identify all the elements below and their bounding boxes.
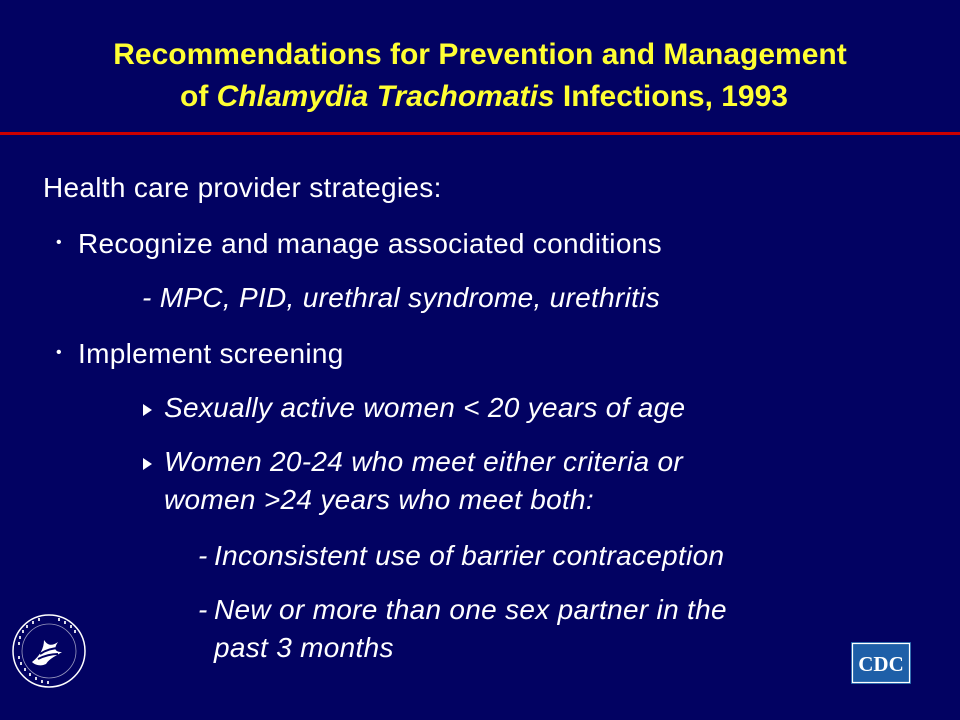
dash-mark: - bbox=[198, 540, 208, 571]
bullet-item-1-sub: - MPC, PID, urethral syndrome, urethritis bbox=[142, 282, 660, 313]
bullet-dot-icon: • bbox=[56, 344, 62, 361]
hhs-eagle-seal-icon bbox=[10, 612, 88, 690]
arrow-bullet-icon bbox=[143, 458, 152, 470]
arrow-bullet-icon bbox=[143, 404, 152, 416]
bullet-item-1: Recognize and manage associated conditions bbox=[78, 228, 662, 259]
title-line-2-suffix: Infections, 1993 bbox=[554, 80, 788, 113]
section-heading: Health care provider strategies: bbox=[43, 172, 442, 203]
bullet-dot-icon: • bbox=[56, 234, 62, 251]
criteria-item-1: Inconsistent use of barrier contraception bbox=[214, 540, 725, 571]
slide-title bbox=[0, 34, 960, 118]
title-line-2 bbox=[0, 76, 960, 118]
bullet-item-2: Implement screening bbox=[78, 338, 344, 369]
screening-item-2-line-1: Women 20-24 who meet either criteria or bbox=[164, 446, 684, 477]
screening-item-1: Sexually active women < 20 years of age bbox=[164, 392, 686, 423]
criteria-item-2-line-1: New or more than one sex partner in the bbox=[214, 594, 727, 625]
criteria-item-2-line-2: past 3 months bbox=[214, 632, 394, 663]
title-line-2-prefix: of bbox=[180, 80, 217, 113]
title-divider bbox=[0, 132, 960, 135]
dash-mark: - bbox=[198, 594, 208, 625]
title-line-1: Recommendations for Prevention and Management bbox=[113, 38, 847, 71]
cdc-logo bbox=[851, 642, 911, 684]
cdc-logo-text: CDC bbox=[858, 652, 904, 676]
screening-item-2-line-2: women >24 years who meet both: bbox=[164, 484, 595, 515]
title-line-2-italic: Chlamydia Trachomatis bbox=[216, 80, 555, 113]
